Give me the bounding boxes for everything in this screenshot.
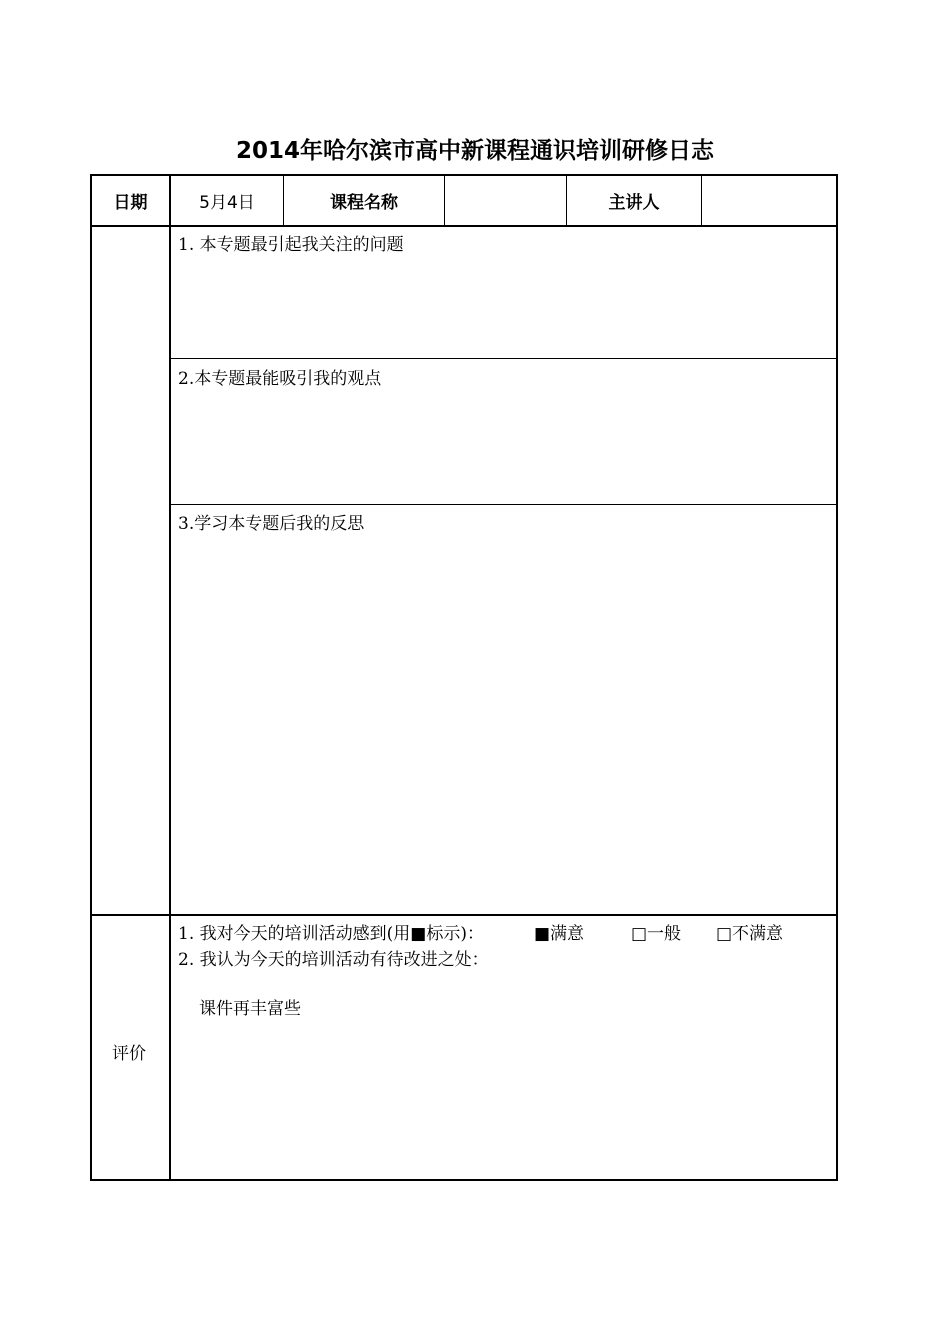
date-value[interactable]: 5月4日 bbox=[199, 193, 255, 213]
option-satisfied-checkbox[interactable]: ■满意 bbox=[534, 924, 585, 944]
evaluation-section[interactable] bbox=[171, 916, 836, 1179]
speaker-field[interactable] bbox=[702, 176, 836, 225]
option-unsatisfied-checkbox[interactable]: □不满意 bbox=[716, 924, 784, 944]
option-average-checkbox[interactable]: □一般 bbox=[631, 924, 682, 944]
improvement-question: 2. 我认为今天的培训活动有待改进之处： bbox=[178, 950, 489, 970]
speaker-label: 主讲人 bbox=[608, 193, 660, 213]
section-concern[interactable] bbox=[171, 227, 836, 358]
section-reflection[interactable] bbox=[171, 505, 836, 914]
section-viewpoint[interactable] bbox=[171, 359, 836, 504]
section-viewpoint-prompt: 2.本专题最能吸引我的观点 bbox=[178, 369, 382, 389]
improvement-answer[interactable]: 课件再丰富些 bbox=[199, 999, 301, 1019]
section-concern-prompt: 1. 本专题最引起我关注的问题 bbox=[178, 235, 404, 255]
page-title: 2014年哈尔滨市高中新课程通识培训研修日志 bbox=[235, 138, 714, 164]
evaluation-label: 评价 bbox=[112, 1044, 146, 1064]
course-name-label: 课程名称 bbox=[330, 193, 398, 213]
satisfaction-question: 1. 我对今天的培训活动感到(用■标示)： bbox=[178, 924, 484, 944]
date-label: 日期 bbox=[113, 193, 148, 213]
course-name-field[interactable] bbox=[445, 176, 566, 225]
section-reflection-prompt: 3.学习本专题后我的反思 bbox=[178, 514, 365, 534]
